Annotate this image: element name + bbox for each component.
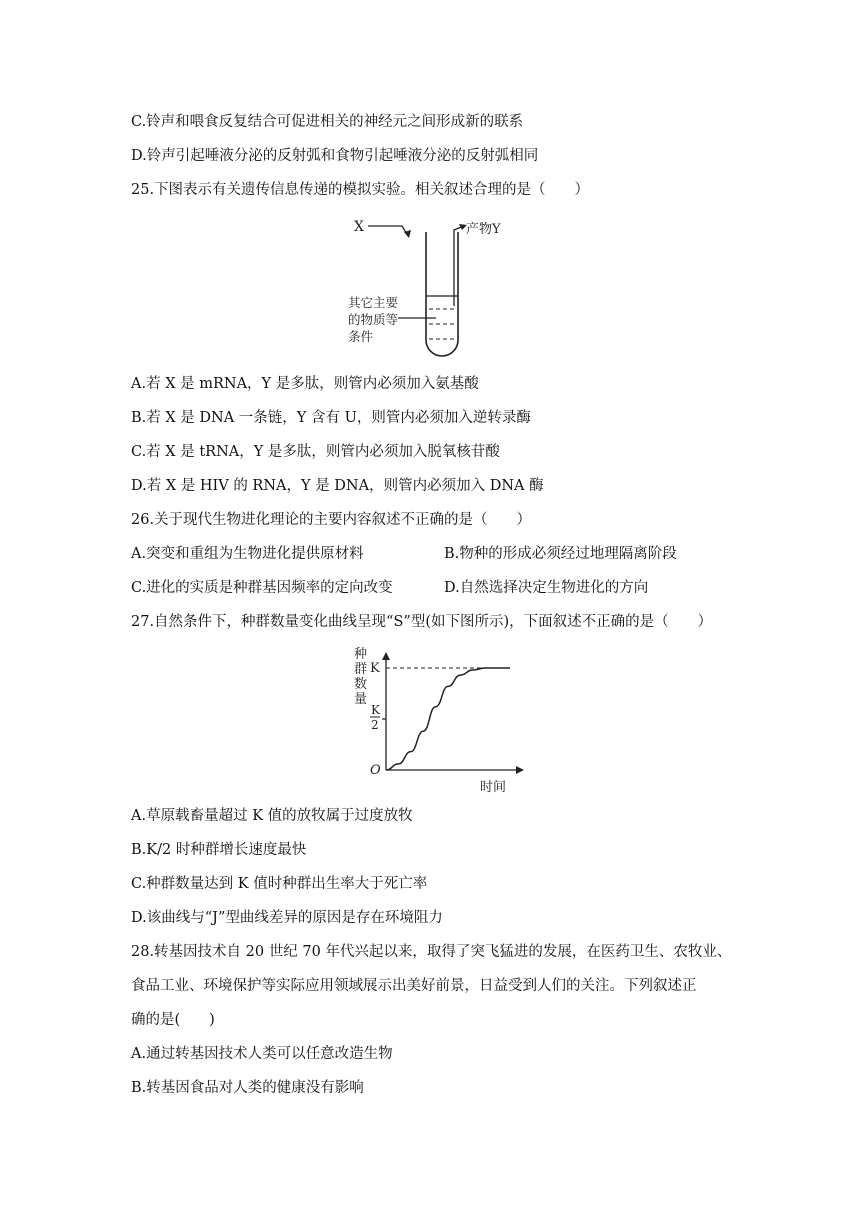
x-label: 时间 — [480, 780, 507, 795]
q28-option-a: A.通过转基因技术人类可以任意改造生物 — [131, 1046, 393, 1062]
q27-option-a: A.草原载畜量超过 K 值的放牧属于过度放牧 — [131, 808, 413, 824]
q25-option-b: B.若 X 是 DNA 一条链，Y 含有 U，则管内必须加入逆转录酶 — [131, 410, 531, 426]
origin-label: O — [370, 763, 381, 778]
cond-line-3: 条件 — [348, 329, 374, 344]
q26-option-b: B.物种的形成必须经过地理隔离阶段 — [444, 546, 677, 562]
x-axis-arrow — [516, 766, 524, 774]
q27-option-c: C.种群数量达到 K 值时种群出生率大于死亡率 — [131, 876, 428, 892]
q25-option-a: A.若 X 是 mRNA，Y 是多肽，则管内必须加入氨基酸 — [131, 376, 479, 392]
s-curve-chart — [340, 644, 530, 798]
q25-stem: 25.下图表示有关遗传信息传递的模拟实验。相关叙述合理的是（ ） — [131, 182, 590, 198]
product-tube — [454, 226, 464, 306]
q27-stem: 27.自然条件下，种群数量变化曲线呈现“S”型(如下图所示)，下面叙述不正确的是（ ） — [131, 614, 713, 630]
x-arrow — [368, 226, 408, 236]
cond-line-2: 的物质等 — [348, 312, 399, 327]
y-label-char-2: 群 — [354, 662, 368, 677]
tick-label-k: K — [370, 661, 380, 676]
y-label-char-3: 数 — [354, 677, 368, 692]
y-axis-arrow — [382, 652, 390, 660]
cond-line-1: 其它主要 — [348, 295, 399, 310]
test-tube — [426, 232, 458, 356]
q24-option-d: D.铃声引起唾液分泌的反射弧和食物引起唾液分泌的反射弧相同 — [131, 148, 539, 164]
q25-option-d: D.若 X 是 HIV 的 RNA，Y 是 DNA，则管内必须加入 DNA 酶 — [131, 478, 544, 494]
tick-label-half-k-num: K — [371, 703, 380, 717]
y-label-char-1: 种 — [354, 647, 368, 662]
y-label-char-4: 量 — [354, 692, 368, 707]
q27-option-d: D.该曲线与“J”型曲线差异的原因是存在环境阻力 — [131, 910, 443, 926]
q26-option-d: D.自然选择决定生物进化的方向 — [444, 580, 649, 596]
q25-option-c: C.若 X 是 tRNA，Y 是多肽，则管内必须加入脱氧核苷酸 — [131, 444, 500, 460]
q26-option-a: A.突变和重组为生物进化提供原材料 — [131, 546, 364, 562]
tick-label-half-k-den: 2 — [371, 718, 379, 732]
s-curve-line — [386, 668, 510, 770]
test-tube-figure — [340, 214, 520, 364]
figure-x-label: X — [354, 219, 364, 235]
q27-option-b: B.K/2 时种群增长速度最快 — [131, 842, 307, 858]
q26-stem: 26.关于现代生物进化理论的主要内容叙述不正确的是（ ） — [131, 512, 532, 528]
q24-option-c: C.铃声和喂食反复结合可促进相关的神经元之间形成新的联系 — [131, 114, 524, 130]
q28-stem-line-2: 食品工业、环境保护等实际应用领域展示出美好前景，日益受到人们的关注。下列叙述正 — [131, 978, 697, 994]
q28-stem-line-3: 确的是( ) — [131, 1012, 215, 1028]
q26-option-c: C.进化的实质是种群基因频率的定向改变 — [131, 580, 393, 596]
q28-option-b: B.转基因食品对人类的健康没有影响 — [131, 1080, 364, 1096]
figure-product-label: 产物Y — [466, 222, 501, 237]
q28-stem-line-1: 28.转基因技术自 20 世纪 70 年代兴起以来，取得了突飞猛进的发展，在医药卫生、农牧业、 — [131, 944, 732, 960]
